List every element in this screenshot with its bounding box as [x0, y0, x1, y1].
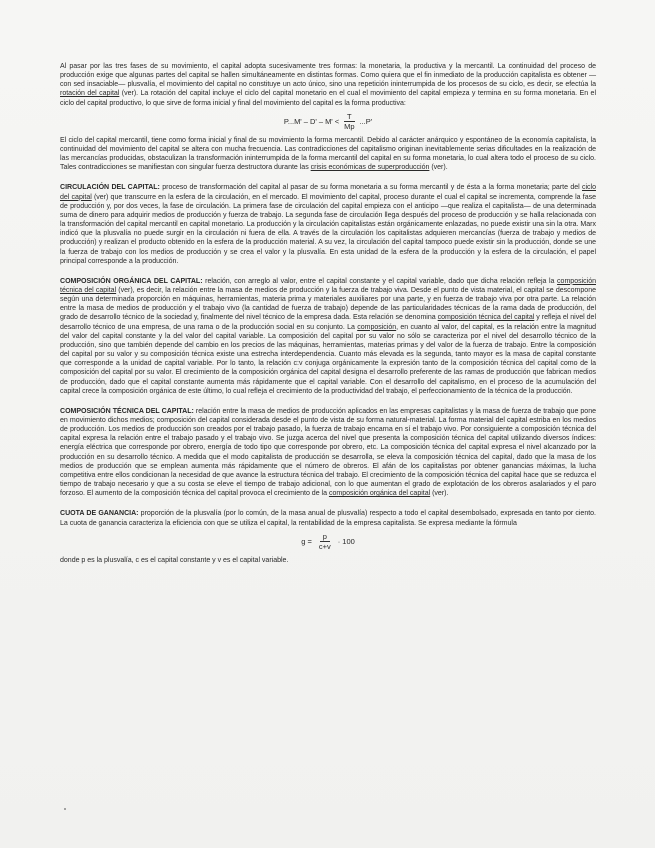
mercantil-text: El ciclo del capital mercantil, tiene como forma inicial y final de su movimiento la forma mercantil. Debido al carácter anárquico y espontáneo de la economía capitalista, la continuidad del movimiento del capital se altera con mucha frecuencia. Las contradicciones del capitalismo originan inevitablemente serias dificultades en la realización de las mercancías producidas, obstaculizan la transformación ininterrumpida de la forma mercantil del capital en su forma monetaria, lo cual altera todo el proceso de su ciclo. Tales contradicciones se manifiestan con singular fuerza destructora durante las — [60, 136, 596, 172]
ganancia-text: proporción de la plusvalía (por lo común, de la masa anual de plusvalía) respecto a todo el capital desembolsado, expresada en tanto por ciento. La cuota de ganancia caracteriza la eficiencia con que se utiliza el capital, la rentabilidad de la empresa capitalista. Se expresa mediante la fórmula — [60, 510, 596, 527]
term-composicion-tecnica: COMPOSICIÓN TÉCNICA DEL CAPITAL: — [60, 407, 194, 415]
link-composicion-organica[interactable]: composición orgánica del capital — [328, 490, 431, 498]
tecnica-text: relación entre la masa de medios de producción aplicados en las empresas capitalistas y la masa de fuerza de trabajo que pone en movimiento dichos medios; composición del capital considerada desde el punto de vista de su forma natural-material. La forma material del capital estriba en los medios de producción. Los medios de producción son creados por el trabajo pasado, la fuerza de trabajo encarna en sí el trabajo vivo. Por consiguiente a composición técnica del capital expresa la relación entre el trabajo pasado y el trabajo vivo. Se juzga acerca del nivel que presenta la composición técnica del capital utilizando diversos índices: energía eléctrica que corresponde por obrero, energía de todo tipo que corresponde por obrero, etc. La composición técnica del capital expresa el nivel alcanzado por la producción en su desarrollo técnico. A medida que el modo capitalista de producción se desarrolla, se eleva la composición técnica del capital, dado que la masa de los medios de producción que se emplean aumenta más rápidamente que el número de obreros. El afán de los capitalistas por obtener ganancias máximas, la lucha competitiva entre ellos condicionan la necesidad de que avance la estructura técnica del trabajo. El crecimiento de la composición técnica del capital hace que se reduzca el tiempo de trabajo necesario y que a su costa se eleve el tiempo de trabajo adicional, con lo que aumentan el grado de explotación de los obreros asalariados y el paro forzoso. El aumento de la composición técnica del capital provoca el crecimiento de la — [60, 407, 597, 498]
intro-paragraph — [60, 62, 596, 108]
link-composicion-tecnica[interactable]: composición técnica del capital — [60, 277, 596, 294]
organica-text-3: y refleja el nivel del desarrollo técnico de una empresa, de una rama o de la producción social en su conjunto. La — [60, 314, 596, 331]
link-crisis-superproduccion[interactable]: crisis económicas de superproducción — [310, 164, 430, 172]
organica-text: relación, con arreglo al valor, entre el capital constante y el capital variable, dado que dicha relación refleja la — [202, 277, 558, 285]
spacer — [60, 498, 596, 509]
mercantil-paragraph — [60, 136, 596, 173]
term-circulacion: CIRCULACIÓN DEL CAPITAL: — [60, 184, 160, 192]
circulacion-paragraph — [60, 183, 596, 265]
formula-numerator: T — [344, 112, 355, 122]
link-composicion-tecnica-2[interactable]: composición técnica del capital — [437, 314, 535, 322]
circulacion-text: proceso de transformación del capital al pasar de su forma monetaria a su forma mercantil y de ésta a la forma monetaria; parte del — [159, 184, 582, 192]
formula-denominator: Mp — [344, 122, 355, 132]
closing-paragraph: donde p es la plusvalía, c es el capital constante y v es el capital variable. — [60, 556, 289, 564]
formula2-left: g = — [301, 537, 314, 547]
intro-text: Al pasar por las tres fases de su movimiento, el capital adopta sucesivamente tres formas: la monetaria, la productiva y la mercantil. La continuidad del proceso de producción exige que algunas partes del capital se hallen simultáneamente en distintas formas. Como quiera que el fin inmediato de la producción capitalista es obtener —con sed insaciable— plusvalía, el movimiento del capital no constituye un acto único, sino una repetición ininterrumpida de los procesos de su ciclo, es decir, se efectúa la — [60, 63, 596, 89]
organica-text-2: (ver), es decir, la relación entre la masa de medios de producción y la fuerza de trabajo viva. Desde el punto de vista material, el capital se descompone según una determinada proporción en máquinas, herramientas, materia prima y materiales auxiliares por una parte, y en fuerza de trabajo viva por otra parte. La relación entre la masa de medios de producción y el trabajo vivo (la cantidad de fuerza de trabajo) depende de las particularidades técnicas de la rama dada de producción, del grado de desarrollo técnico de la sociedad y, finalmente del nivel técnico de la empresa dada. Esta relación se denomina — [60, 286, 596, 322]
intro-text-2: (ver). La rotación del capital incluye el ciclo del capital monetario en el cual el movimiento del capital empieza y termina en su forma monetaria. En el ciclo del capital productivo, lo que sirve de forma inicial y final del movimiento del capital es la forma productiva: — [60, 90, 596, 107]
formula2-fraction — [316, 532, 334, 551]
formula-productive-cycle — [60, 108, 596, 136]
formula2-right: · 100 — [335, 537, 355, 547]
tecnica-paragraph — [60, 407, 596, 499]
spacer — [60, 172, 596, 183]
term-cuota-ganancia: CUOTA DE GANANCIA: — [60, 510, 139, 518]
document-body — [60, 62, 596, 565]
link-ciclo-capital[interactable]: ciclo del capital — [60, 184, 596, 201]
ganancia-paragraph — [60, 509, 596, 527]
formula2-numerator: p — [320, 532, 330, 542]
spacer — [60, 396, 596, 407]
formula-right: ...P' — [359, 117, 373, 127]
tecnica-text-2: (ver). — [430, 490, 449, 498]
formula-cuota-ganancia — [60, 528, 596, 556]
formula2-denominator: c+v — [318, 542, 331, 552]
organica-paragraph — [60, 277, 596, 396]
link-rotacion-capital[interactable]: rotación del capital — [60, 90, 120, 98]
link-composicion[interactable]: composición — [357, 323, 397, 331]
circulacion-text-2: (ver) que transcurre en la esfera de la circulación, en el mercado. El movimiento del capital, proceso durante el cual el capital se incrementa, comprende la fase de producción y, por dos veces, la fase de circulación. La primera fase de circulación del capital empieza con el anticipo —que realiza el capitalista— de una determinada suma de dinero para adquirir medios de producción y fuerza de trabajo. La segunda fase de circulación llega después del proceso de producción y se halla relacionada con la transformación del capital mercantil en capital monetario. La producción y la circulación capitalistas están orgánicamente enlazadas, no puede existir una sin la otra. Marx indicó que la plusvalía no puede surgir en la circulación ni fuera de ella. A través de la circulación los capitalistas adquieren mercancías (fuerza de trabajo y medios de producción) y realizan el producto obtenido en la esfera de la producción material. A su vez, la circulación del capital tampoco puede existir sin la producción, donde se une la fuerza de trabajo con los medios de producción y se crea el valor y la plusvalía. En esta unidad de la esfera de la producción y la esfera de la circulación, el papel principal corresponde a la producción. — [60, 193, 597, 265]
scan-speck — [64, 808, 66, 810]
organica-text-4: , en cuanto al valor, del capital, es la relación entre la magnitud del valor del capital constante y la del valor del capital variable. La composición del capital por su valor no sólo se caracteriza por el nivel del desarrollo técnico de la producción, sino que también depende del cambio en los precios de las máquinas, herramientas, materias primas y del valor de la fuerza de trabajo. Entre la composición del capital por su valor y su composición técnica existe una estrecha interdependencia. Cuanto más elevada es la segunda, tanto mayor es la masa de capital constante que corresponde a la unidad de capital variable. Por lo tanto, la relación c:v conjuga orgánicamente la expresión tanto de la composición técnica del capital como de la composición del capital por su valor. El crecimiento de la composición orgánica del capital designa el desarrollo preferente de las ramas de producción que fabrican medios de producción, dado que el capital constante aumenta más rápidamente que el capital variable. Con el desarrollo del capitalismo, en el proceso de la acumulación del capital crece la composición orgánica de este último, lo cual refleja el crecimiento de la productividad del trabajo, el perfeccionamiento de la técnica de la producción. — [60, 323, 596, 395]
formula-fraction — [341, 112, 357, 131]
spacer — [60, 266, 596, 277]
term-composicion-organica: COMPOSICIÓN ORGÁNICA DEL CAPITAL: — [60, 277, 203, 285]
mercantil-text-2: (ver). — [429, 164, 448, 172]
formula-left: P...M' – D' – M' < — [283, 117, 340, 127]
